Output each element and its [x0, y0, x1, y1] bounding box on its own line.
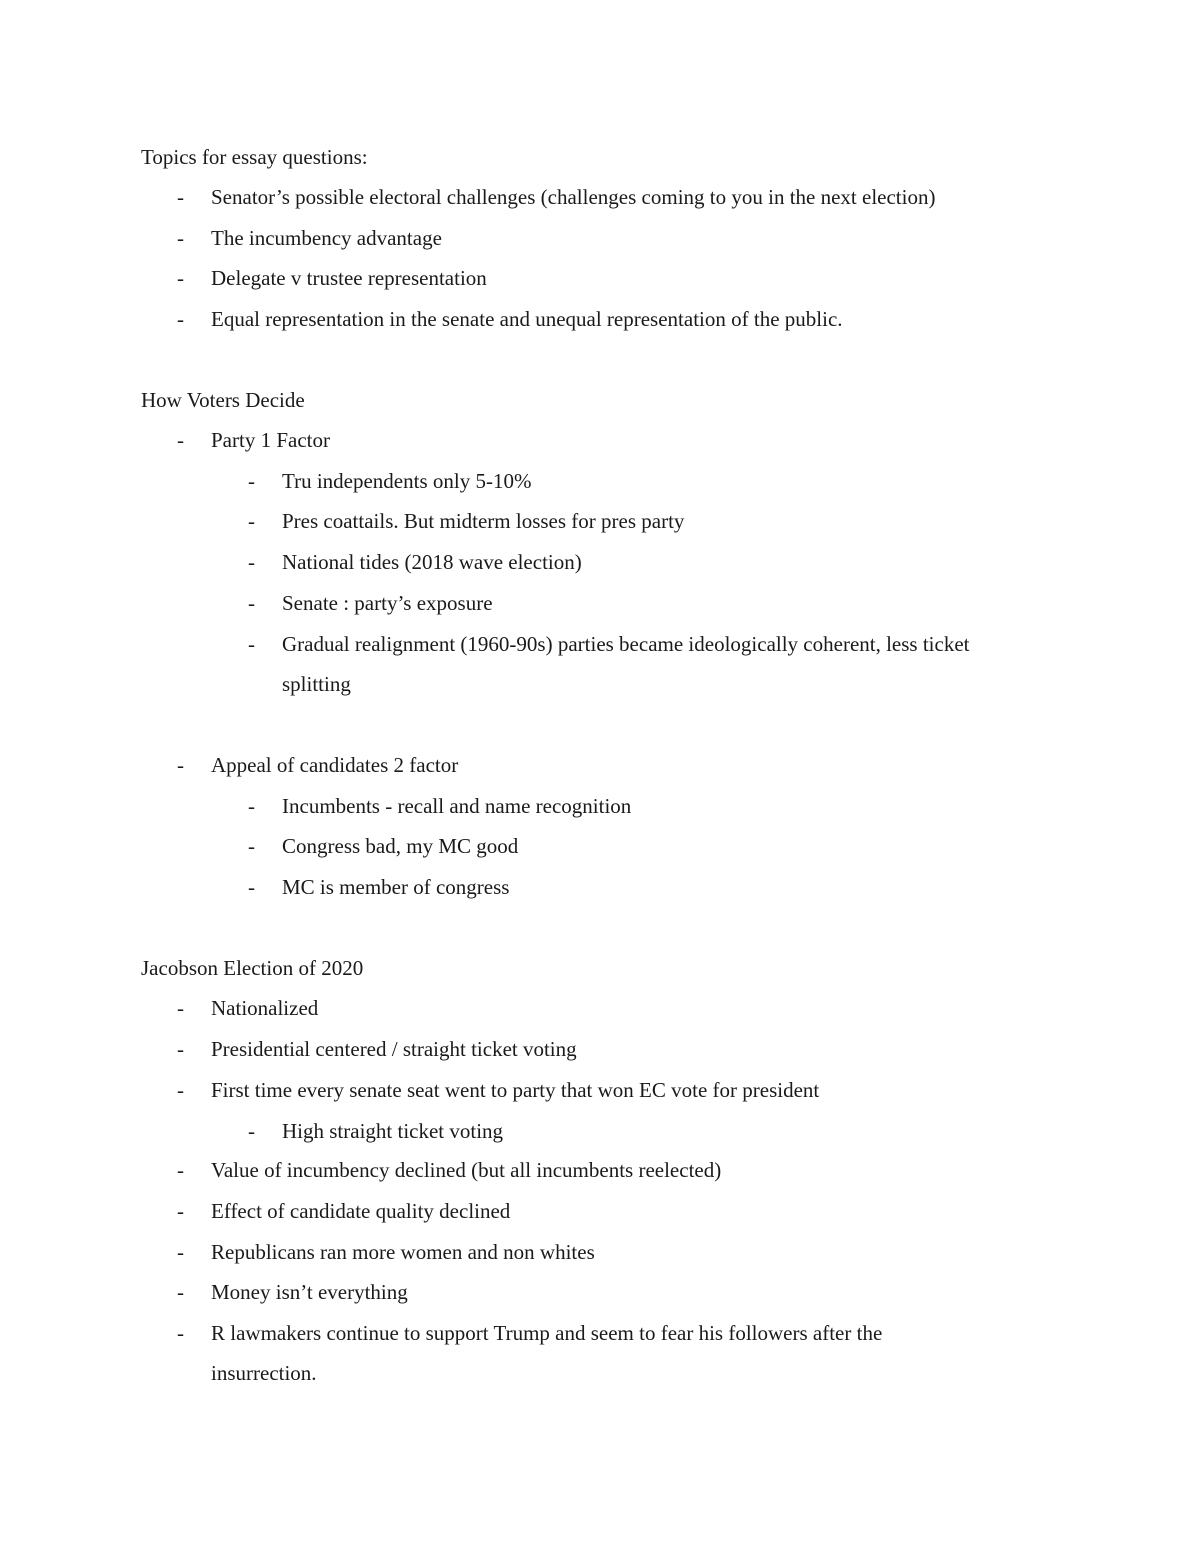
appeal-subitem-3: MC is member of congress — [282, 875, 510, 899]
topic-item-1: Senator’s possible electoral challenges (challenges coming to you in the next election) — [211, 185, 936, 209]
bullet-dash: - — [248, 550, 255, 574]
jacobson-subitem-1: High straight ticket voting — [282, 1119, 504, 1143]
jacobson-item-3: First time every senate seat went to party that won EC vote for president — [211, 1078, 820, 1102]
jacobson-item-2: Presidential centered / straight ticket voting — [211, 1037, 577, 1061]
bullet-dash: - — [248, 1119, 255, 1143]
party-factor-label: Party 1 Factor — [211, 428, 330, 452]
bullet-dash: - — [177, 428, 184, 452]
bullet-dash: - — [177, 266, 184, 290]
jacobson-item-7: Money isn’t everything — [211, 1280, 408, 1304]
bullet-dash: - — [248, 632, 255, 656]
bullet-dash: - — [248, 591, 255, 615]
jacobson-item-8-continued: insurrection. — [211, 1361, 317, 1385]
bullet-dash: - — [177, 1199, 184, 1223]
bullet-dash: - — [248, 469, 255, 493]
appeal-factor-label: Appeal of candidates 2 factor — [211, 753, 459, 777]
bullet-dash: - — [177, 307, 184, 331]
appeal-subitem-2: Congress bad, my MC good — [282, 834, 519, 858]
jacobson-item-8: R lawmakers continue to support Trump and seem to fear his followers after the — [211, 1321, 883, 1345]
topic-item-4: Equal representation in the senate and unequal representation of the public. — [211, 307, 843, 331]
bullet-dash: - — [177, 1037, 184, 1061]
bullet-dash: - — [177, 226, 184, 250]
jacobson-item-4: Value of incumbency declined (but all incumbents reelected) — [211, 1158, 722, 1182]
topic-item-2: The incumbency advantage — [211, 226, 442, 250]
bullet-dash: - — [177, 185, 184, 209]
bullet-dash: - — [177, 1321, 184, 1345]
voters-heading: How Voters Decide — [141, 388, 305, 412]
jacobson-item-1: Nationalized — [211, 996, 319, 1020]
jacobson-heading: Jacobson Election of 2020 — [141, 956, 364, 980]
bullet-dash: - — [177, 1078, 184, 1102]
party-subitem-1: Tru independents only 5-10% — [282, 469, 532, 493]
party-subitem-5-continued: splitting — [282, 672, 351, 696]
topics-heading: Topics for essay questions: — [141, 145, 368, 169]
bullet-dash: - — [248, 875, 255, 899]
bullet-dash: - — [177, 996, 184, 1020]
bullet-dash: - — [177, 753, 184, 777]
bullet-dash: - — [177, 1280, 184, 1304]
bullet-dash: - — [177, 1158, 184, 1182]
jacobson-item-6: Republicans ran more women and non whites — [211, 1240, 595, 1264]
bullet-dash: - — [248, 509, 255, 533]
bullet-dash: - — [248, 834, 255, 858]
bullet-dash: - — [177, 1240, 184, 1264]
jacobson-item-5: Effect of candidate quality declined — [211, 1199, 511, 1223]
party-subitem-2: Pres coattails. But midterm losses for pres party — [282, 509, 685, 533]
party-subitem-3: National tides (2018 wave election) — [282, 550, 582, 574]
party-subitem-5: Gradual realignment (1960-90s) parties became ideologically coherent, less ticket — [282, 632, 970, 656]
topic-item-3: Delegate v trustee representation — [211, 266, 487, 290]
bullet-dash: - — [248, 794, 255, 818]
party-subitem-4: Senate : party’s exposure — [282, 591, 493, 615]
appeal-subitem-1: Incumbents - recall and name recognition — [282, 794, 632, 818]
